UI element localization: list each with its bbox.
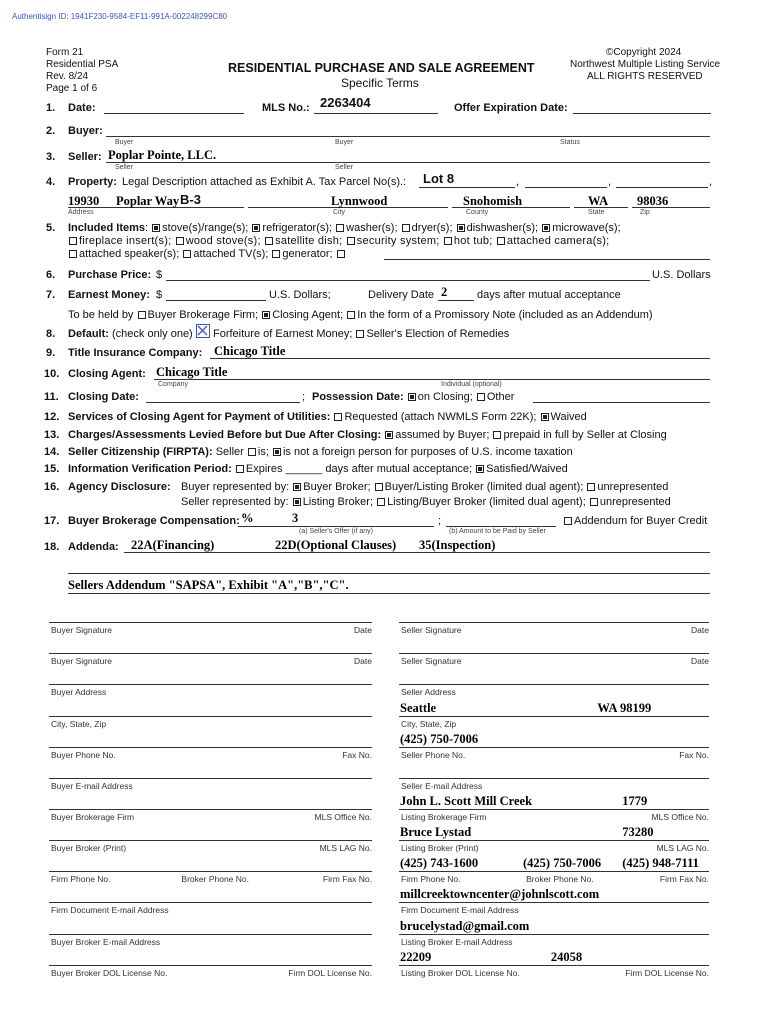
comp-offer-field[interactable] (238, 526, 434, 527)
comp-value: 3 (292, 511, 299, 525)
right-sig-label: Seller Phone No. (401, 750, 466, 760)
dryer-label: dryer(s); (411, 222, 453, 234)
agency-buyer-rep: Buyer represented by: (181, 481, 290, 493)
agency-buyer-row (181, 481, 668, 493)
wood-stove-checkbox[interactable] (176, 237, 184, 245)
city-value: Lynnwood (331, 194, 388, 208)
comp-addendum-row (563, 515, 707, 527)
comp-sub-b: (b) Amount to be Paid by Seller (449, 528, 546, 535)
stove-checkbox[interactable] (152, 224, 160, 232)
seller-sub-2: Seller (335, 164, 353, 171)
left-sig-field[interactable] (49, 902, 372, 903)
possession-row (312, 391, 514, 403)
right-sig-field[interactable] (399, 778, 709, 779)
tax-parcel-field-3[interactable] (616, 187, 708, 188)
hot-tub-label: hot tub; (453, 235, 493, 247)
buyer-label: Buyer: (68, 125, 103, 137)
earnest-currency: $ (156, 289, 163, 301)
agency-seller-dual-label: Listing/Buyer Broker (limited dual agent); (387, 496, 586, 508)
property-label: Property: (68, 176, 117, 188)
page-title: RESIDENTIAL PURCHASE AND SALE AGREEMENT (228, 61, 535, 75)
right-sig-field[interactable] (399, 902, 709, 903)
possession-other-checkbox[interactable] (477, 393, 485, 401)
offer-expiration-field[interactable] (573, 113, 711, 114)
dishwasher-label: dishwasher(s); (466, 222, 539, 234)
tax-parcel-field-1[interactable] (419, 187, 515, 188)
tv-checkbox[interactable] (183, 250, 191, 258)
line-number: 18. (44, 541, 60, 553)
comp-sub-a: (a) Seller's Offer (if any) (299, 528, 373, 535)
held-label: To be held by (68, 309, 134, 321)
comma-3: , (709, 176, 713, 188)
closing-date-label: Closing Date: (68, 391, 139, 403)
right-sig-label: Firm Phone No. (401, 874, 461, 884)
left-sig-label: Buyer Brokerage Firm (51, 812, 135, 822)
security-label: security system; (356, 235, 440, 247)
delivery-value: 2 (441, 285, 448, 299)
left-sig-field[interactable] (49, 965, 372, 966)
line-number: 10. (44, 368, 60, 380)
default-options (213, 328, 509, 340)
right-sig-value: (425) 750-7006 (400, 732, 479, 746)
earnest-label: Earnest Money: (68, 289, 150, 301)
right-sig-label: Listing Broker DOL License No. (401, 968, 520, 978)
left-sig-label: Buyer Phone No. (51, 750, 116, 760)
included-label: Included Items (68, 222, 146, 234)
closing-agent-field[interactable] (154, 379, 710, 380)
camera-checkbox[interactable] (497, 237, 505, 245)
tax-parcel-value: Lot 8 (423, 171, 455, 186)
dishwasher-checkbox[interactable] (457, 224, 465, 232)
included-row-1: Included Items: stove(s)/range(s); refrigerator(s); washer(s); dryer(s); dishwasher(s); microwave(s); (68, 222, 621, 234)
generator-checkbox[interactable] (272, 250, 280, 258)
held-note-label: In the form of a Promissory Note (included as an Addendum) (357, 309, 653, 321)
right-sig-right-label: MLS Office No. (651, 812, 709, 822)
date-label: Date: (68, 102, 96, 114)
copyright-org: Northwest Multiple Listing Service (570, 59, 721, 70)
mls-value: 2263404 (320, 95, 371, 110)
county-value: Snohomish (463, 194, 523, 208)
firpta-row (68, 446, 573, 458)
city-sub: City (333, 209, 346, 216)
possession-other-label: Other (486, 391, 515, 403)
comma-1: , (516, 176, 520, 188)
tax-parcel-field-2[interactable] (525, 187, 607, 188)
right-sig-value-2: 1779 (622, 794, 648, 808)
line-number: 8. (46, 328, 56, 340)
seller-value: Poplar Pointe, LLC. (108, 148, 217, 162)
info-satisfied-checkbox[interactable] (476, 465, 484, 473)
left-sig-label: Buyer Broker E-mail Address (51, 937, 161, 947)
default-remedies-checkbox[interactable] (356, 330, 364, 338)
charges-seller-checkbox[interactable] (493, 431, 501, 439)
left-sig-field[interactable] (49, 747, 372, 748)
right-sig-label: Seller E-mail Address (401, 781, 483, 791)
microwave-checkbox[interactable] (542, 224, 550, 232)
delivery-label: Delivery Date (368, 289, 435, 301)
firpta-is-not-checkbox[interactable] (273, 448, 281, 456)
right-sig-label: Seller Signature (401, 625, 462, 635)
held-buyer-firm-label: Buyer Brokerage Firm; (147, 309, 259, 321)
addenda-label: Addenda: (68, 541, 119, 553)
left-sig-right-label: Date (354, 656, 372, 666)
right-sig-value-2: 73280 (622, 825, 654, 839)
other-items-field[interactable] (384, 259, 710, 260)
mls-field[interactable] (314, 113, 438, 114)
charges-row (68, 429, 667, 441)
left-sig-field[interactable] (49, 840, 372, 841)
info-expires-checkbox[interactable] (236, 465, 244, 473)
line-number: 4. (46, 176, 56, 188)
zip-value: 98036 (637, 194, 669, 208)
services-requested-label: Requested (attach NWMLS Form 22K); (344, 411, 537, 423)
left-sig-mid-label: Broker Phone No. (181, 874, 249, 884)
speaker-checkbox[interactable] (69, 250, 77, 258)
tv-label: attached TV(s); (193, 248, 269, 260)
info-expires-label: Expires ______ days after mutual acceptance; (245, 463, 473, 475)
semicolon: ; (302, 391, 306, 403)
default-remedies-label: Seller's Election of Remedies (366, 328, 510, 340)
comp-addendum-checkbox[interactable] (564, 517, 572, 525)
generator-label: generator; (282, 248, 333, 260)
addenda-line-2: Sellers Addendum "SAPSA", Exhibit "A","B","C". (68, 578, 349, 592)
right-sig-mid-label: Broker Phone No. (526, 874, 594, 884)
agency-buyer-unrep-label: unrepresented (597, 481, 669, 493)
satellite-checkbox[interactable] (265, 237, 273, 245)
hot-tub-checkbox[interactable] (444, 237, 452, 245)
form-name: Residential PSA (46, 59, 119, 70)
line-number: 2. (46, 125, 56, 137)
state-sub: State (588, 209, 605, 216)
right-sig-value: 22209 (400, 950, 432, 964)
agency-buyer-broker-checkbox[interactable] (293, 483, 301, 491)
left-sig-label: Buyer Broker DOL License No. (51, 968, 168, 978)
other-item-checkbox[interactable] (337, 250, 345, 258)
right-sig-right-label: MLS LAG No. (656, 843, 709, 853)
refrigerator-checkbox[interactable] (252, 224, 260, 232)
possession-closing-checkbox[interactable] (408, 393, 416, 401)
line-number: 5. (46, 222, 56, 234)
services-label: Services of Closing Agent for Payment of Utilities: (68, 411, 331, 423)
held-by-row (68, 309, 653, 321)
services-waived-checkbox[interactable] (541, 413, 549, 421)
possession-label: Possession Date: (312, 391, 404, 403)
default-row (68, 328, 193, 340)
left-sig-field[interactable] (49, 809, 372, 810)
right-sig-field[interactable] (399, 809, 709, 810)
line-number: 12. (44, 411, 60, 423)
comp-semicolon: ; (438, 515, 442, 527)
date-field[interactable] (104, 113, 244, 114)
dryer-checkbox[interactable] (402, 224, 410, 232)
default-forfeit-checkbox[interactable] (196, 324, 210, 338)
seller-label: Seller: (68, 151, 102, 163)
line-number: 11. (44, 391, 59, 403)
county-sub: County (466, 209, 489, 216)
firpta-is-not-label: is not a foreign person for purposes of U.S. income taxation (282, 446, 573, 458)
address-street: Poplar Way (116, 194, 180, 208)
right-sig-field[interactable] (399, 840, 709, 841)
right-sig-value-mid: (425) 750-7006 (523, 856, 602, 870)
held-closing-agent-label: Closing Agent; (272, 309, 344, 321)
left-sig-field[interactable] (49, 934, 372, 935)
addenda-field-2[interactable] (68, 573, 710, 574)
comp-pct: % (241, 511, 254, 525)
company-sub: Company (158, 381, 188, 388)
right-sig-label: Seller Address (401, 687, 456, 697)
zip-sub: Zip (640, 209, 650, 216)
left-sig-label: Buyer Signature (51, 656, 112, 666)
right-sig-field[interactable] (399, 965, 709, 966)
agency-listing-broker-label: Listing Broker; (302, 496, 373, 508)
right-sig-right-label: Date (691, 625, 709, 635)
copyright: ©Copyright 2024 (606, 47, 682, 58)
address-number: 19930 (68, 194, 100, 208)
left-sig-label: Buyer Address (51, 687, 107, 697)
agency-buyer-dual-label: Buyer/Listing Broker (limited dual agent); (384, 481, 584, 493)
line-number: 9. (46, 347, 56, 359)
closing-agent-value: Chicago Title (156, 365, 228, 379)
title-company-value: Chicago Title (214, 344, 286, 358)
agency-seller-rep: Seller represented by: (181, 496, 289, 508)
earnest-field[interactable] (166, 300, 266, 301)
left-sig-right-label: Firm Fax No. (322, 874, 372, 884)
addenda-c: 35(Inspection) (419, 538, 496, 552)
right-sig-label: Listing Broker (Print) (401, 843, 479, 853)
line-number: 15. (44, 463, 60, 475)
fireplace-checkbox[interactable] (69, 237, 77, 245)
firpta-is-checkbox[interactable] (248, 448, 256, 456)
right-sig-field[interactable] (399, 934, 709, 935)
charges-seller-label: prepaid in full by Seller at Closing (503, 429, 667, 441)
right-sig-field[interactable] (399, 653, 709, 654)
left-sig-right-label: MLS Office No. (314, 812, 372, 822)
firpta-label: Seller Citizenship (FIRPTA): (68, 446, 213, 458)
satellite-label: satellite dish; (275, 235, 343, 247)
comma-2: , (608, 176, 612, 188)
microwave-label: microwave(s); (552, 222, 621, 234)
right-sig-field[interactable] (399, 716, 709, 717)
line-number: 1. (46, 102, 56, 114)
left-sig-right-label: Date (354, 625, 372, 635)
default-label: Default: (68, 328, 109, 340)
agency-seller-dual-checkbox[interactable] (377, 498, 385, 506)
right-sig-right-label: Fax No. (679, 750, 709, 760)
right-sig-value-2: 24058 (550, 950, 583, 964)
buyer-sub-2: Buyer (335, 139, 354, 146)
copyright-rights: ALL RIGHTS RESERVED (587, 71, 703, 82)
left-sig-label: Buyer Signature (51, 625, 112, 635)
charges-buyer-label: assumed by Buyer; (395, 429, 490, 441)
right-sig-label: Firm Document E-mail Address (401, 905, 519, 915)
right-sig-value-2: (425) 948-7111 (622, 856, 699, 870)
form-number: Form 21 (46, 47, 84, 58)
left-sig-label: Firm Document E-mail Address (51, 905, 169, 915)
charges-label: Charges/Assessments Levied Before but Due After Closing: (68, 429, 382, 441)
authentisign-id: Authentisign ID: 1941F230-9584-EF11-991A-002248299C80 (12, 12, 228, 21)
firpta-seller: Seller (215, 446, 244, 458)
line-number: 17. (44, 515, 60, 527)
right-sig-label: City, State, Zip (401, 719, 457, 729)
delivery-field[interactable] (438, 300, 474, 301)
state-value: WA (588, 194, 609, 208)
left-sig-field[interactable] (49, 716, 372, 717)
left-sig-label: Buyer Broker (Print) (51, 843, 127, 853)
earnest-unit: U.S. Dollars; (269, 289, 331, 301)
right-sig-value: millcreektowncenter@johnlscott.com (400, 887, 600, 901)
right-sig-field[interactable] (399, 622, 709, 623)
line-number: 6. (46, 269, 56, 281)
left-sig-field[interactable] (49, 622, 372, 623)
right-sig-value: (425) 743-1600 (400, 856, 479, 870)
services-waived-label: Waived (550, 411, 587, 423)
individual-sub: Individual (optional) (441, 381, 502, 388)
right-sig-right-label: Firm Fax No. (659, 874, 709, 884)
included-row-2 (68, 235, 610, 247)
camera-label: attached camera(s); (506, 235, 610, 247)
left-sig-field[interactable] (49, 871, 372, 872)
right-sig-field[interactable] (399, 684, 709, 685)
right-sig-label: Listing Broker E-mail Address (401, 937, 513, 947)
held-closing-agent-checkbox[interactable] (262, 311, 270, 319)
page-indicator: Page 1 of 6 (46, 83, 98, 94)
offer-expiration-label: Offer Expiration Date: (454, 102, 568, 114)
agency-buyer-dual-checkbox[interactable] (375, 483, 383, 491)
closing-date-field[interactable] (146, 402, 300, 403)
price-field[interactable] (166, 280, 650, 281)
comp-addendum-label: Addendum for Buyer Credit (574, 515, 708, 527)
right-sig-label: Listing Brokerage Firm (401, 812, 487, 822)
info-label: Information Verification Period: (68, 463, 232, 475)
left-sig-field[interactable] (49, 778, 372, 779)
fireplace-label: fireplace insert(s); (79, 235, 172, 247)
held-buyer-firm-checkbox[interactable] (138, 311, 146, 319)
address-sub: Address (68, 209, 94, 216)
right-sig-label: Seller Signature (401, 656, 462, 666)
mls-label: MLS No.: (262, 102, 310, 114)
agency-seller-unrep-label: unrepresented (599, 496, 671, 508)
wood-stove-label: wood stove(s); (185, 235, 261, 247)
left-sig-right-label: Fax No. (342, 750, 372, 760)
left-sig-right-label: MLS LAG No. (319, 843, 372, 853)
addenda-a: 22A(Financing) (131, 538, 215, 552)
addenda-b: 22D(Optional Clauses) (275, 538, 397, 552)
left-sig-label: Buyer E-mail Address (51, 781, 133, 791)
line-number: 13. (44, 429, 60, 441)
left-sig-label: Firm Phone No. (51, 874, 111, 884)
title-company-label: Title Insurance Company: (68, 347, 203, 359)
address-unit: B-3 (180, 192, 201, 207)
addenda-field-3[interactable] (68, 593, 710, 594)
buyer-status-sub: Status (560, 139, 580, 146)
price-unit: U.S. Dollars (652, 269, 711, 281)
agency-seller-unrep-checkbox[interactable] (590, 498, 598, 506)
buyer-sub-1: Buyer (115, 139, 134, 146)
services-requested-checkbox[interactable] (334, 413, 342, 421)
agency-seller-row (181, 496, 671, 508)
washer-checkbox[interactable] (336, 224, 344, 232)
comp-paid-field[interactable] (446, 526, 556, 527)
right-sig-field[interactable] (399, 747, 709, 748)
services-row (68, 411, 587, 423)
info-row (68, 463, 568, 475)
closing-agent-label: Closing Agent: (68, 368, 146, 380)
buyer-field[interactable] (106, 136, 710, 137)
default-forfeit-label: Forfeiture of Earnest Money; (213, 328, 353, 340)
refrigerator-label: refrigerator(s); (262, 222, 333, 234)
agency-buyer-broker-label: Buyer Broker; (303, 481, 371, 493)
left-sig-field[interactable] (49, 684, 372, 685)
left-sig-label: City, State, Zip (51, 719, 107, 729)
property-text: Legal Description attached as Exhibit A. Tax Parcel No(s).: (122, 176, 407, 188)
charges-buyer-checkbox[interactable] (385, 431, 393, 439)
speaker-label: attached speaker(s); (79, 248, 180, 260)
security-checkbox[interactable] (347, 237, 355, 245)
possession-closing-label: on Closing; (417, 391, 473, 403)
info-satisfied-label: Satisfied/Waived (486, 463, 568, 475)
included-row-3 (68, 248, 347, 260)
right-sig-value: John L. Scott Mill Creek (400, 794, 533, 808)
right-sig-value: brucelystad@gmail.com (400, 919, 530, 933)
right-sig-value-2: WA 98199 (597, 701, 652, 715)
right-sig-right-label: Firm DOL License No. (625, 968, 709, 978)
delivery-after: days after mutual acceptance (477, 289, 621, 301)
line-number: 3. (46, 151, 56, 163)
left-sig-field[interactable] (49, 653, 372, 654)
agency-listing-broker-checkbox[interactable] (293, 498, 301, 506)
page-subtitle: Specific Terms (341, 76, 419, 90)
washer-label: washer(s); (346, 222, 398, 234)
line-number: 14. (44, 446, 60, 458)
price-currency: $ (156, 269, 163, 281)
right-sig-field[interactable] (399, 871, 709, 872)
possession-other-field[interactable] (533, 402, 710, 403)
seller-sub-1: Seller (115, 164, 133, 171)
right-sig-value: Seattle (400, 701, 437, 715)
right-sig-right-label: Date (691, 656, 709, 666)
price-label: Purchase Price: (68, 269, 152, 281)
agency-buyer-unrep-checkbox[interactable] (587, 483, 595, 491)
stove-label: stove(s)/range(s); (162, 222, 249, 234)
right-sig-value: Bruce Lystad (400, 825, 472, 839)
comp-label: Buyer Brokerage Compensation: (68, 515, 240, 527)
held-note-checkbox[interactable] (347, 311, 355, 319)
agency-label: Agency Disclosure: (68, 481, 171, 493)
firpta-is-label: is; (257, 446, 269, 458)
form-rev: Rev. 8/24 (46, 71, 89, 82)
line-number: 16. (44, 481, 60, 493)
line-number: 7. (46, 289, 56, 301)
default-hint: (check only one) (112, 328, 193, 340)
left-sig-right-label: Firm DOL License No. (288, 968, 372, 978)
